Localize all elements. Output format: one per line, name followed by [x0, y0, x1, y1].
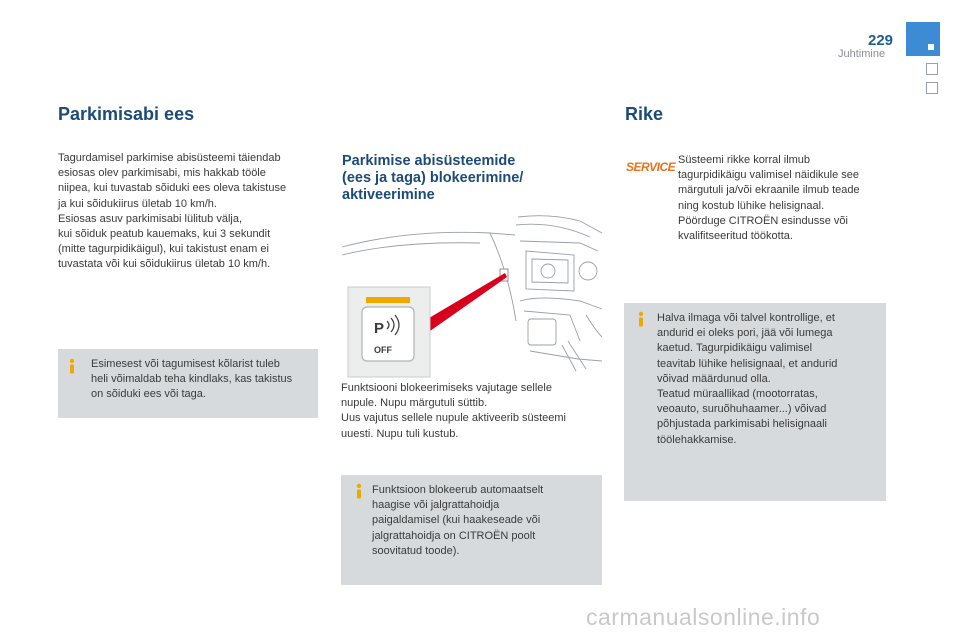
subsection-title-deactivation: Parkimise abisüsteemide (ees ja taga) blokeerimine/ aktiveerimine [342, 153, 524, 203]
info-icon [352, 483, 366, 499]
chapter-tab-active[interactable] [906, 22, 940, 56]
info-box [58, 349, 318, 418]
front-parking-aid-text [58, 151, 328, 273]
button-label-off: OFF [374, 345, 392, 355]
info-text: Esimesest või tagumisest kõlarist tuleb heli võimaldab teha kindlaks, kas takistus on sõiduki ees või taga. [91, 358, 293, 401]
tab-marker [928, 44, 934, 50]
paragraph: Uus vajutus sellele nupule aktiveerib süsteemi uuesti. Nupu tuli kustub. [341, 412, 567, 440]
section-title-front-parking-aid: Parkimisabi ees [58, 104, 195, 124]
fault-text [678, 153, 893, 244]
svg-text:SERVICE: SERVICE [626, 160, 676, 174]
watermark: carmanualsonline.info [586, 604, 821, 630]
service-warning-icon [626, 157, 676, 175]
chapter-label: Juhtimine [838, 48, 886, 60]
info-text: Funktsioon blokeerub automaatselt haagise või jalgrattahoidja paigaldamisel (kui haakeseade või jalgrattahoidja on CITROËN poolt soovitatud toode). [372, 484, 544, 557]
info-box [341, 475, 602, 585]
deactivation-text [341, 381, 603, 442]
info-icon [634, 311, 648, 327]
paragraph: Esiosas asuv parkimisabi lülitub välja, kui sõiduk peatub kauemaks, kui 3 sekundit (mitte tagurpidikäigul), kui takistust enam ei tuvastata või kui sõidukiirus ületab 10 km/h. [58, 212, 271, 271]
info-box [624, 303, 886, 501]
paragraph: Tagurdamisel parkimise abisüsteemi täiendab esiosas olev parkimisabi, mis hakkab tööle niipea, kui tuvastab sõiduki ees oleva takistuse ja kui sõidukiirus ületab 10 km/h. [58, 152, 287, 210]
button-label-p: P [374, 320, 385, 337]
dashboard-button-illustration [340, 211, 602, 377]
chapter-tab[interactable] [926, 82, 938, 94]
paragraph: Funktsiooni blokeerimiseks vajutage sellele nupule. Nupu märgutuli süttib. [341, 382, 552, 410]
pointer-arrow [418, 273, 507, 331]
section-title-fault: Rike [625, 104, 664, 124]
paragraph: Süsteemi rikke korral ilmub tagurpidikäigu valimisel näidikule see märgutuli ja/või ekraanile ilmub teade ning kostub lühike helisignaal. Pöörduge CITROËN esindusse või kvalifitseeritud töökotta. [678, 154, 860, 243]
button-indicator-led [366, 297, 410, 303]
page-number: 229 [868, 32, 894, 49]
chapter-tab[interactable] [926, 63, 938, 75]
info-text: Halva ilmaga või talvel kontrollige, et andurid ei oleks pori, jää või lumega kaetud. Tagurpidikäigu valimisel teavitab lühike helisignaal, et andurid võivad määrdunud olla. Teatud müraallikad (mootorratas, veoauto, suruõhuhaamer...) võivad põhjustada parkimisabi helisignaali töölehakkamise. [657, 312, 838, 446]
info-icon [65, 358, 79, 374]
